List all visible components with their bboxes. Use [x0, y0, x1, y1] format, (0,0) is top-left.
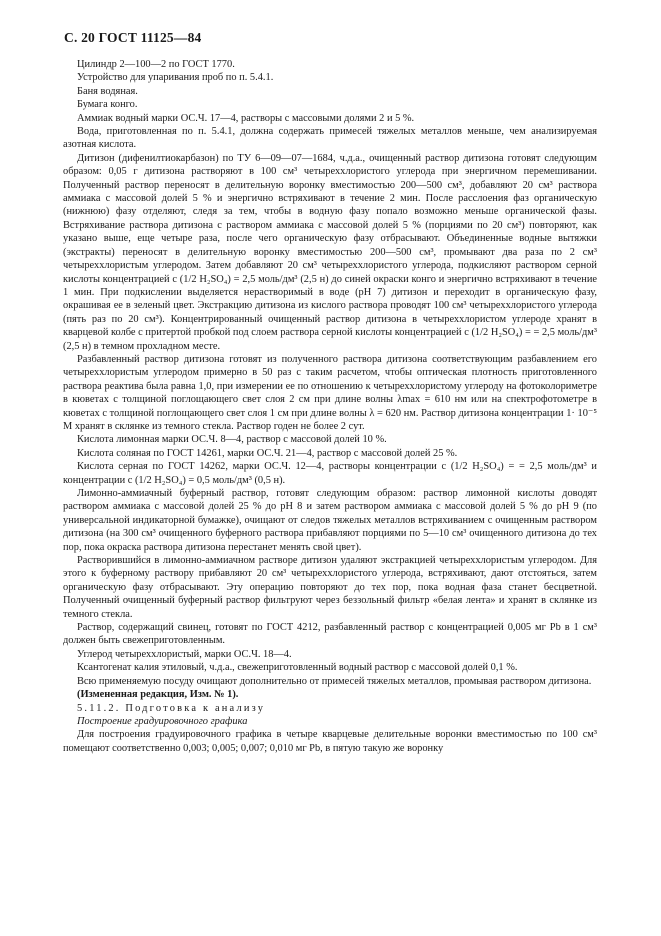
paragraph: Разбавленный раствор дитизона готовят из полученного раствора дитизона соответствующим разбавлением его четыреххлористым углеродом примерно в 50 раз с таким расчетом, чтобы оптическая плотность приготовленного раствора реактива была равна 1,0, при измерении ее по отношению к четыреххлористому углероду на фотоколориметре в кюветах с толщиной поглощающего свет слоя 2 см при длине волны λmax = 610 нм или на спектрофотометре в кюветах с толщиной поглощающего свет слоя 1 см при длине волны λ = 620 нм. Раствор дитизона концентрации 1· 10⁻⁵ M хранят в склянке из темного стекла. Раствор годен не более 2 сут.: [63, 353, 597, 432]
paragraph: Лимонно-аммиачный буферный раствор, готовят следующим образом: раствор лимонной кислоты доводят раствором аммиака с массовой долей 25 % до pH 8 и затем раствором аммиака с массовой долей 5 % до pH 9 (по универсальной индикаторной бумажке), очищают от следов тяжелых металлов встряхиванием с очищенным раствором дитизона (на 300 см³ очищенного буферного раствора прибавляют порциями по 5—10 см³ очищенного дитизона до тех пор, пока окраска раствора дитизона перестанет менять свой цвет).: [63, 488, 597, 553]
paragraph: Ксантогенат калия этиловый, ч.д.а., свежеприготовленный водный раствор с массовой долей 0,1 %.: [77, 662, 518, 674]
paragraph: Углерод четыреххлористый, марки ОС.Ч. 18—4.: [77, 648, 292, 660]
paragraph: Растворившийся в лимонно-аммиачном растворе дитизон удаляют экстракцией четыреххлористым углеродом. Для этого к буферному раствору прибавляют 20 см³ четыреххлористого углерода, встряхивают, дают отстояться, затем органическую фазу отбрасывают. Эту операцию повторяют до тех пор, пока водная фаза станет бесцветной. Полученный очищенный буферный раствор фильтруют через беззольный фильтр «белая лента» и хранят в склянке из темного стекла.: [63, 555, 597, 620]
revision-note: (Измененная редакция, Изм. № 1).: [77, 689, 239, 701]
paragraph: Баня водяная.: [77, 85, 138, 97]
paragraph: Кислота серная по ГОСТ 14262, марки ОС.Ч. 12—4, растворы концентрации c (1/2 H₂SO₄) = = 2,5 моль/дм³ и концентрации c (1/2 H₂SO₄) = 0,5 моль/дм³ (0,5 н).: [63, 461, 597, 486]
paragraph: Бумага конго.: [77, 99, 138, 111]
paragraph: Раствор, содержащий свинец, готовят по ГОСТ 4212, разбавленный раствор с концентрацией 0,005 мг Pb в 1 см³ должен быть свежеприготовленным.: [63, 622, 597, 647]
paragraph: Кислота лимонная марки ОС.Ч. 8—4, раствор с массовой долей 10 %.: [77, 434, 387, 446]
section-heading: 5.11.2. Подготовка к анализу: [77, 702, 266, 714]
page-header: С. 20 ГОСТ 11125—84: [64, 30, 202, 45]
paragraph: Всю применяемую посуду очищают дополнительно от примесей тяжелых металлов, промывая раствором дитизона.: [77, 675, 592, 687]
paragraph: Вода, приготовленная по п. 5.4.1, должна содержать примесей тяжелых металлов меньше, чем анализируемая азотная кислота.: [63, 126, 597, 151]
paragraph: Аммиак водный марки ОС.Ч. 17—4, растворы с массовыми долями 2 и 5 %.: [77, 112, 415, 124]
paragraph: Цилиндр 2—100—2 по ГОСТ 1770.: [77, 59, 235, 70]
paragraph: Кислота соляная по ГОСТ 14261, марки ОС.Ч. 21—4, раствор с массовой долей 25 %.: [77, 447, 458, 459]
paragraph: Дитизон (дифенилтиокарбазон) по ТУ 6—09—07—1684, ч.д.а., очищенный раствор дитизона готовят следующим образом: 0,05 г дитизона растворяют в 100 см³ четыреххлористого углерода при энергичном перемешивании. Полученный раствор переносят в делительную воронку вместимостью 200—500 см³, добавляют 20 см³ раствора аммиака с массовой долей 5 % и энергично встряхивают в течение 2 мин. После расслоения фаз органическую (нижнюю) фазу отделяют, следя за тем, чтобы в водную фазу попало возможно меньше органической фазы. Встряхивание раствора дитизона с раствором аммиака с массовой долей 5 % (порциями по 20 см³) повторяют, как указано выше, еще четыре раза, после чего органическую фазу отбрасывают. Объединенные водные вытяжки (экстракты) переносят в делительную воронку вместимостью 200—500 см³, промывают два раза по 2 см³ четыреххлористым углеродом. Затем добавляют 20 см³ четыреххлористого углерода, подкисляют раствором серной кислоты концентрацией c (1/2 H₂SO₄) = 2,5 моль/дм³ (2,5 н) до синей окраски конго и энергично встряхивают в течение 1 мин. При подкислении выделяется нерастворимый в воде (pH 7) дитизон и переходит в органическую фазу, окрашивая ее в зеленый цвет. Экстракцию дитизона из кислого раствора проводят 100 см³ четыреххлористого углерода (пять раз по 20 см³). Концентрированный очищенный раствор дитизона в четыреххлористом углероде хранят в кварцевой колбе с притертой пробкой под слоем раствора серной кислоты концентрацией c (1/2 H₂SO₄) = = 2,5 моль/дм³ (2,5 н) в темном прохладном месте.: [63, 152, 597, 352]
paragraph: Для построения градуировочного графика в четыре кварцевые делительные воронки вместимостью по 100 см³ помещают соответственно 0,003; 0,005; 0,007; 0,010 мг Pb, в пятую такую же воронку: [63, 729, 597, 754]
subsection-heading: Построение градуировочного графика: [77, 715, 248, 727]
document-body: [63, 58, 597, 755]
paragraph: Устройство для упаривания проб по п. 5.4.1.: [77, 72, 274, 84]
